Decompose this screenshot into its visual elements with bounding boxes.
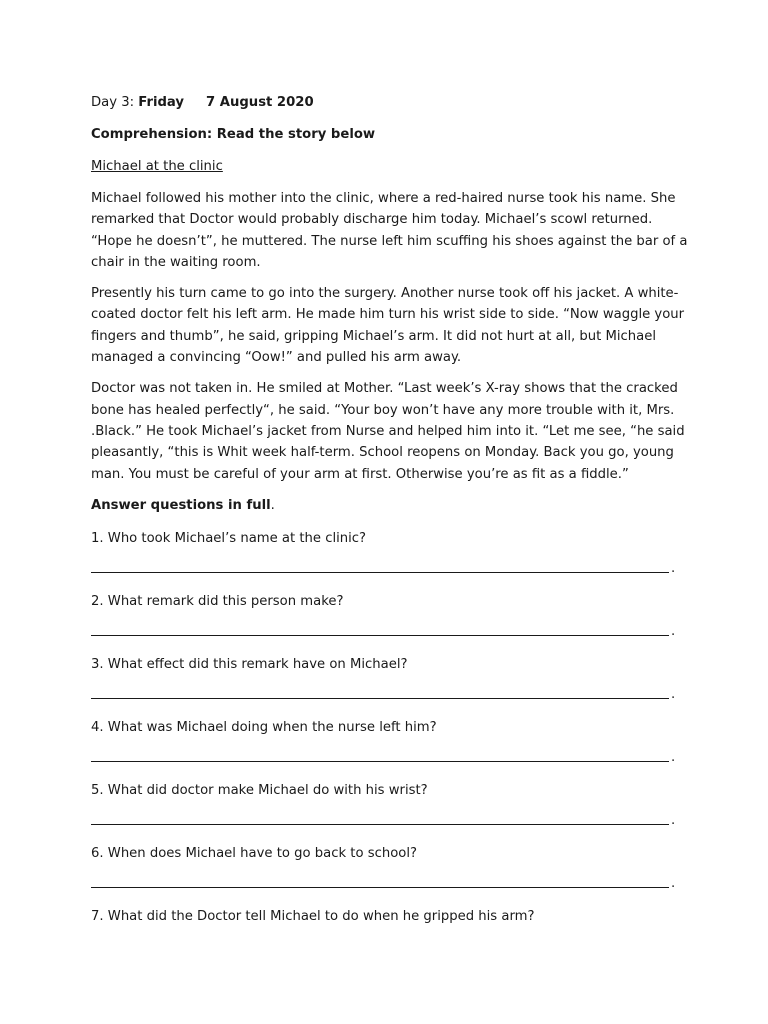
question-2	[91, 591, 681, 643]
question-3	[91, 654, 681, 706]
paragraph-line: fingers and thumb”, he said, gripping Michael’s arm. It did not hurt at all, but Michael	[91, 328, 657, 344]
answer-line[interactable]	[91, 812, 676, 832]
paragraph-line: Presently his turn came to go into the surgery. Another nurse took off his jacket. A white-	[91, 286, 679, 302]
answer-line[interactable]	[91, 749, 676, 769]
paragraph-line: coated doctor felt his left arm. He made him turn his wrist side to side. “Now waggle your	[91, 307, 685, 323]
answer-line[interactable]	[91, 560, 676, 580]
question-text: 4. What was Michael doing when the nurse left him?	[91, 719, 437, 735]
question-4	[91, 717, 681, 769]
story-paragraph-1	[91, 188, 688, 273]
answer-line-period: .	[671, 875, 676, 891]
answer-rule	[91, 635, 669, 636]
story-paragraph-2	[91, 283, 685, 368]
date-text: 7 August 2020	[206, 95, 314, 110]
paragraph-line: managed a convincing “Oow!” and pulled his arm away.	[91, 350, 462, 366]
paragraph-line: Michael followed his mother into the clinic, where a red-haired nurse took his name. She	[91, 191, 676, 206]
paragraph-line: bone has healed perfectly“, he said. “Your boy won’t have any more trouble with it, Mrs.	[91, 402, 675, 418]
question-6	[91, 843, 681, 895]
question-5	[91, 780, 681, 832]
paragraph-line: pleasantly, “this is Whit week half-term. School reopens on Monday. Back you go, young	[91, 445, 674, 461]
answer-line-period: .	[671, 623, 676, 639]
paragraph-line: chair in the waiting room.	[91, 254, 261, 270]
day-prefix: Day 3:	[91, 95, 135, 110]
answer-line-period: .	[671, 749, 676, 765]
answer-line-period: .	[671, 686, 676, 702]
instruction-text: Answer questions in full	[91, 497, 271, 513]
paragraph-line: “Hope he doesn’t”, he muttered. The nurse left him scuffing his shoes against the bar of a	[91, 233, 688, 249]
answer-line[interactable]	[91, 875, 676, 895]
answer-line-period: .	[671, 812, 676, 828]
question-text: 7. What did the Doctor tell Michael to do when he gripped his arm?	[91, 908, 535, 924]
answer-rule	[91, 572, 669, 573]
answer-instruction	[91, 495, 681, 517]
answer-line[interactable]	[91, 623, 676, 643]
question-1	[91, 528, 681, 580]
question-7	[91, 906, 681, 928]
story-paragraph-3	[91, 378, 685, 484]
paragraph-line: man. You must be careful of your arm at first. Otherwise you’re as fit as a fiddle.”	[91, 466, 629, 482]
date-header	[91, 92, 681, 114]
answer-line-period: .	[671, 560, 676, 576]
day-name: Friday	[138, 95, 184, 110]
question-text: 1. Who took Michael’s name at the clinic?	[91, 530, 367, 546]
answer-rule	[91, 824, 669, 825]
question-text: 6. When does Michael have to go back to school?	[91, 845, 418, 861]
paragraph-line: Doctor was not taken in. He smiled at Mother. “Last week’s X-ray shows that the cracked	[91, 381, 678, 397]
answer-line[interactable]	[91, 686, 676, 706]
question-text: 3. What effect did this remark have on Michael?	[91, 656, 408, 672]
comprehension-heading: Comprehension: Read the story below	[91, 127, 376, 142]
story-title: Michael at the clinic	[91, 159, 223, 174]
answer-rule	[91, 761, 669, 762]
answer-rule	[91, 887, 669, 888]
answer-rule	[91, 698, 669, 699]
question-text: 5. What did doctor make Michael do with his wrist?	[91, 782, 428, 798]
paragraph-line: remarked that Doctor would probably discharge him today. Michael’s scowl returned.	[91, 212, 653, 228]
instruction-period: .	[270, 497, 275, 513]
question-text: 2. What remark did this person make?	[91, 593, 344, 609]
worksheet-page	[91, 92, 688, 928]
paragraph-line: .Black.” He took Michael’s jacket from Nurse and helped him into it. “Let me see, “he said	[91, 423, 685, 439]
